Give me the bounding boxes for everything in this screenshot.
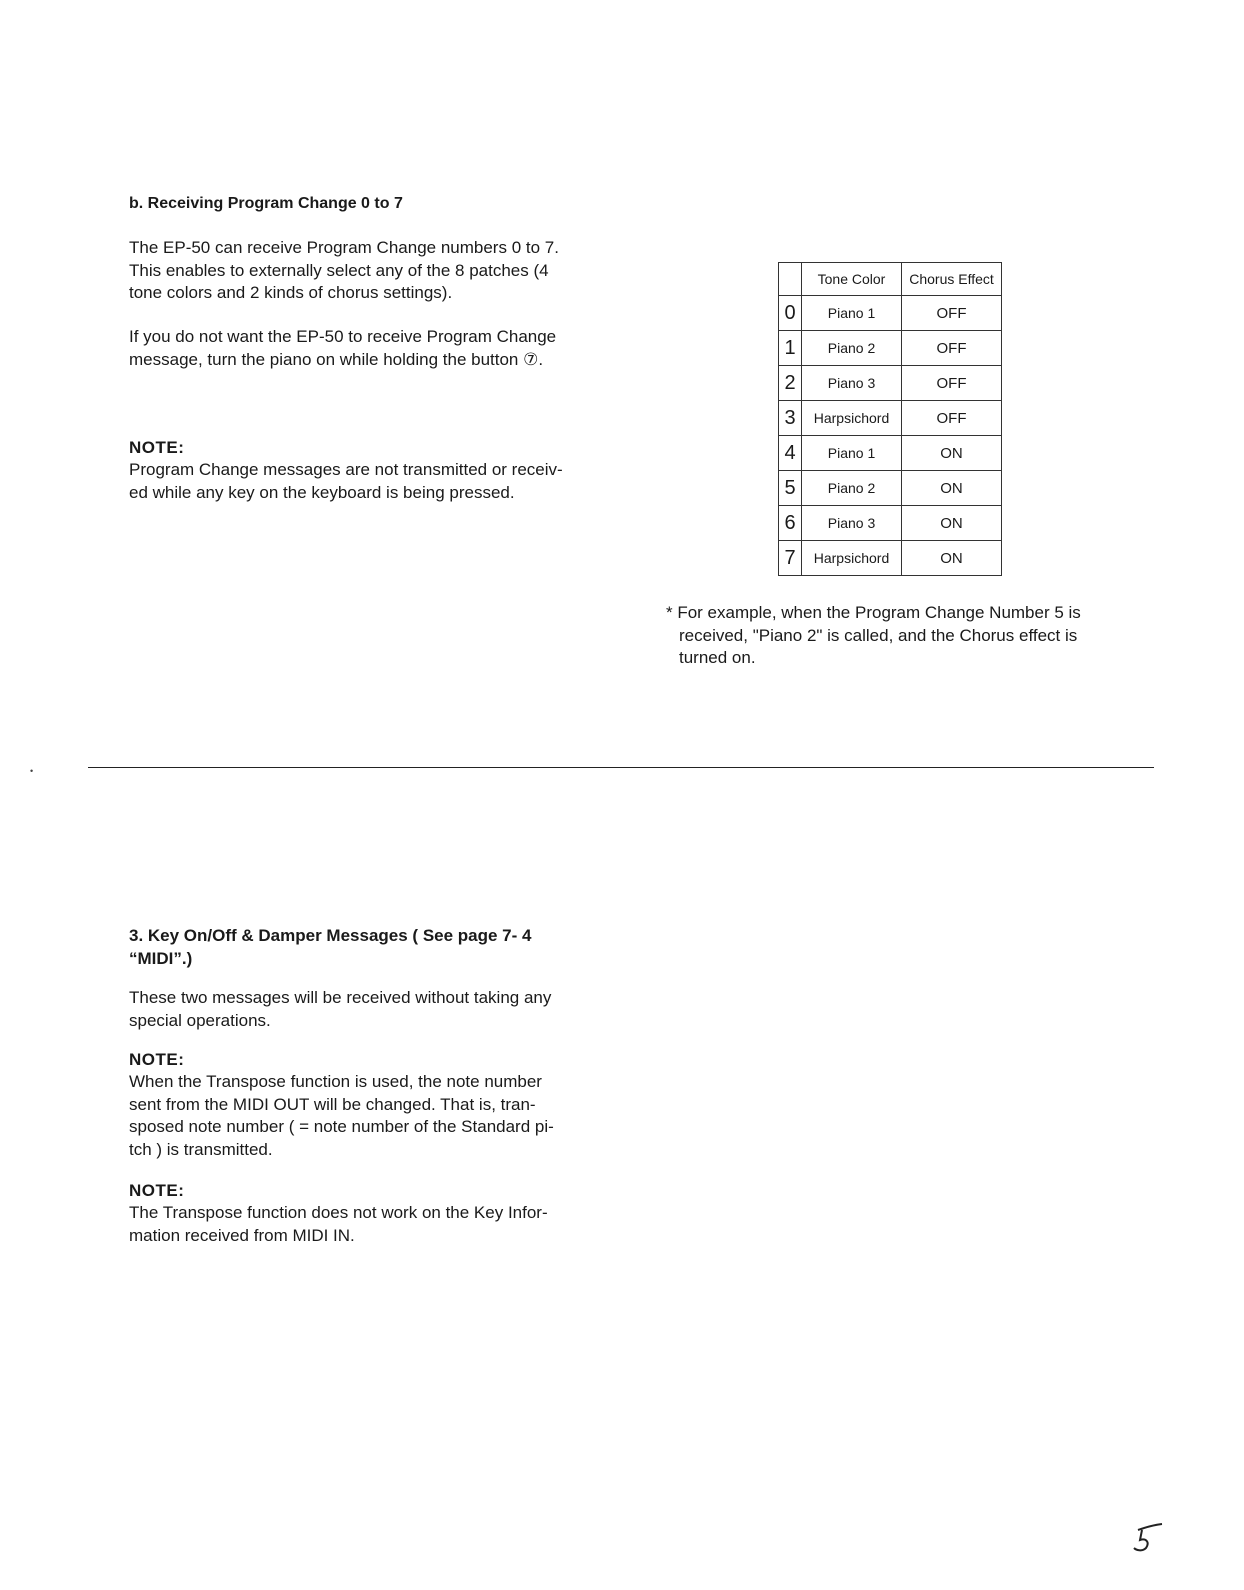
- table-row: [779, 296, 1002, 331]
- program-number: 2: [779, 366, 802, 401]
- example-footnote: [666, 602, 1146, 670]
- program-number: 0: [779, 296, 802, 331]
- header-tone-color: Tone Color: [802, 263, 902, 296]
- section-3-paragraph: [129, 987, 599, 1032]
- heading-line: 3. Key On/Off & Damper Messages ( See page 7- 4: [129, 926, 532, 945]
- text-line: The Transpose function does not work on the Key Infor-: [129, 1203, 548, 1222]
- chorus-effect-cell: ON: [902, 541, 1002, 576]
- program-number: 4: [779, 436, 802, 471]
- chorus-effect-cell: ON: [902, 436, 1002, 471]
- text-line: This enables to externally select any of the 8 patches (4: [129, 260, 549, 280]
- chorus-effect-cell: ON: [902, 506, 1002, 541]
- tone-color-cell: Harpsichord: [802, 401, 902, 436]
- table-header-row: [779, 263, 1002, 296]
- table-row: [779, 436, 1002, 471]
- table-row: [779, 366, 1002, 401]
- heading-line: “MIDI”.): [129, 949, 193, 968]
- text-line: tch ) is transmitted.: [129, 1139, 273, 1159]
- chorus-effect-cell: ON: [902, 471, 1002, 506]
- note-label: NOTE:: [129, 438, 185, 457]
- note-label: NOTE:: [129, 1050, 185, 1069]
- text-line: turned on.: [679, 648, 756, 667]
- tone-color-cell: Piano 1: [802, 436, 902, 471]
- table-row: [779, 506, 1002, 541]
- chorus-effect-cell: OFF: [902, 296, 1002, 331]
- text-line: tone colors and 2 kinds of chorus settings).: [129, 283, 453, 302]
- table-row: [779, 541, 1002, 576]
- program-number: 6: [779, 506, 802, 541]
- text-line: If you do not want the EP-50 to receive Program Change: [129, 327, 557, 346]
- section-3-note-1: [129, 1049, 599, 1161]
- text-line: mation received from MIDI IN.: [129, 1225, 355, 1245]
- section-b-paragraph-2: [129, 326, 599, 371]
- section-b-heading: b. Receiving Program Change 0 to 7: [129, 195, 403, 212]
- program-change-table: [778, 262, 1002, 576]
- chorus-effect-cell: OFF: [902, 331, 1002, 366]
- text-line: The EP-50 can receive Program Change numbers 0 to 7.: [129, 238, 559, 257]
- chorus-effect-cell: OFF: [902, 401, 1002, 436]
- text-line: received, "Piano 2" is called, and the Chorus effect is: [679, 625, 1078, 645]
- text-line: sent from the MIDI OUT will be changed. That is, tran-: [129, 1094, 536, 1114]
- text-line: * For example, when the Program Change Number 5 is: [666, 603, 1081, 622]
- chorus-effect-cell: OFF: [902, 366, 1002, 401]
- table-row: [779, 331, 1002, 366]
- scan-speck: •: [30, 766, 34, 776]
- section-3-note-2: [129, 1180, 599, 1247]
- program-number: 5: [779, 471, 802, 506]
- tone-color-cell: Piano 2: [802, 471, 902, 506]
- text-line: message, turn the piano on while holding the button ⑦.: [129, 349, 544, 369]
- tone-color-cell: Harpsichord: [802, 541, 902, 576]
- text-line: When the Transpose function is used, the note number: [129, 1072, 542, 1091]
- text-line: Program Change messages are not transmitted or receiv-: [129, 460, 563, 479]
- program-number: 3: [779, 401, 802, 436]
- table-row: [779, 401, 1002, 436]
- text-line: special operations.: [129, 1010, 271, 1030]
- table-row: [779, 471, 1002, 506]
- section-3-heading: [129, 924, 599, 970]
- text-line: ed while any key on the keyboard is being pressed.: [129, 482, 515, 502]
- program-number: 1: [779, 331, 802, 366]
- section-b-note: [129, 437, 599, 504]
- header-blank-cell: [779, 263, 802, 296]
- section-b-paragraph-1: [129, 237, 599, 305]
- note-label: NOTE:: [129, 1181, 185, 1200]
- program-number: 7: [779, 541, 802, 576]
- header-chorus-effect: Chorus Effect: [902, 263, 1002, 296]
- text-line: These two messages will be received without taking any: [129, 988, 552, 1007]
- tone-color-cell: Piano 2: [802, 331, 902, 366]
- tone-color-cell: Piano 3: [802, 506, 902, 541]
- horizontal-divider: [88, 767, 1154, 768]
- tone-color-cell: Piano 3: [802, 366, 902, 401]
- tone-color-cell: Piano 1: [802, 296, 902, 331]
- text-line: sposed note number ( = note number of the Standard pi-: [129, 1117, 554, 1136]
- handwritten-page-mark-icon: [1128, 1516, 1168, 1556]
